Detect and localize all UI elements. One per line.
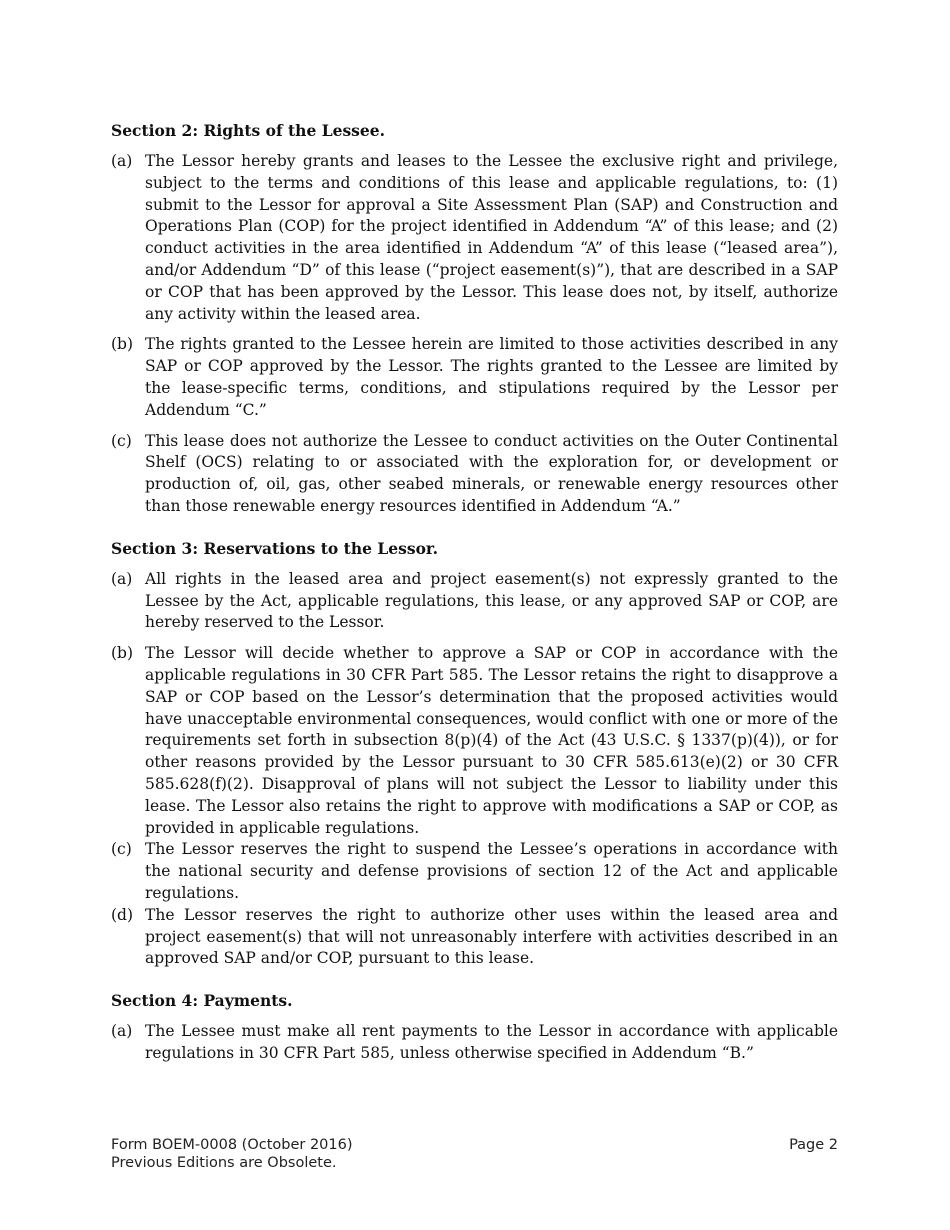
footer-note: Previous Editions are Obsolete. (111, 1154, 337, 1171)
paragraph-text: The Lessee must make all rent payments to the Lessor in accordance with applicable regulations in 30 CFR Part 585, unless otherwise specified in Addendum “B.” (145, 1022, 838, 1062)
paragraph (111, 431, 838, 518)
paragraph-text: The Lessor reserves the right to suspend the Lessee’s operations in accordance with the national security and defense provisions of section 12 of the Act and applicable regulations. (145, 840, 838, 902)
document-body (111, 120, 838, 1085)
section-heading: Section 3: Reservations to the Lessor. (111, 538, 439, 558)
paragraph-label: (c) (111, 431, 132, 450)
paragraph-text: The Lessor hereby grants and leases to the Lessee the exclusive right and privilege, subject to the terms and conditions of this lease and applicable regulations, to: (1) submit to the Lessor for approval a Site Assessment Plan (SAP) and Construction and Operations Plan (COP) for the project identified in Addendum “A” of this lease; and (2) conduct activities in the area identified in Addendum “A” of this lease (“leased area”), and/or Addendum “D” of this lease (“project easement(s)”), that are described in a SAP or COP that has been approved by the Lessor. This lease does not, by itself, authorize any activity within the leased area. (145, 152, 838, 323)
paragraph (111, 569, 838, 634)
paragraph (111, 151, 838, 325)
paragraph (111, 643, 838, 839)
section-heading: Section 4: Payments. (111, 991, 293, 1011)
section-3 (111, 538, 838, 970)
paragraph (111, 905, 838, 970)
paragraph-text: All rights in the leased area and project easement(s) not expressly granted to the Lessee by the Act, applicable regulations, this lease, or any approved SAP or COP, are hereby reserved to the Lessor. (145, 569, 838, 632)
paragraph-text: The Lessor reserves the right to authorize other uses within the leased area and project easement(s) that will not unreasonably interfere with activities described in an approved SAP and/or COP, pursuant to this lease. (145, 905, 838, 968)
paragraph (111, 839, 838, 904)
paragraph-label: (b) (111, 644, 134, 663)
paragraph-label: (a) (111, 569, 133, 588)
page-footer (111, 1137, 838, 1172)
page-number: Page 2 (789, 1137, 838, 1153)
paragraph-text: This lease does not authorize the Lessee to conduct activities on the Outer Continental Shelf (OCS) relating to or associated with the exploration for, or development or production of, oil, gas, other seabed minerals, or renewable energy resources other than those renewable energy resources identified in Addendum “A.” (145, 431, 838, 515)
paragraph-label: (c) (111, 840, 132, 859)
section-heading: Section 2: Rights of the Lessee. (111, 121, 386, 140)
paragraph (111, 1021, 838, 1065)
section-4 (111, 990, 838, 1065)
paragraph-label: (d) (111, 905, 134, 924)
paragraph-label: (a) (111, 152, 133, 170)
form-id: Form BOEM-0008 (October 2016) (111, 1137, 353, 1153)
paragraph-text: The Lessor will decide whether to approve a SAP or COP in accordance with the applicable regulations in 30 CFR Part 585. The Lessor retains the right to disapprove a SAP or COP based on the Lessor’s determination that the proposed activities would have unacceptable environmental consequences, would conflict with one or more of the requirements set forth in subsection 8(p)(4) of the Act (43 U.S.C. § 1337(p)(4)), or for other reasons provided by the Lessor pursuant to 30 CFR 585.613(e)(2) or 30 CFR 585.628(f)(2). Disapproval of plans will not subject the Lessor to liability under this lease. The Lessor also retains the right to approve with modifications a SAP or COP, as provided in applicable regulations. (145, 644, 838, 837)
paragraph (111, 334, 838, 421)
paragraph-label: (a) (111, 1022, 133, 1041)
paragraph-text: The rights granted to the Lessee herein are limited to those activities described in any SAP or COP approved by the Lessor. The rights granted to the Lessee are limited by the lease-specific terms, conditions, and stipulations required by the Lessor per Addendum “C.” (145, 335, 838, 419)
section-2 (111, 120, 838, 518)
paragraph-label: (b) (111, 335, 134, 354)
